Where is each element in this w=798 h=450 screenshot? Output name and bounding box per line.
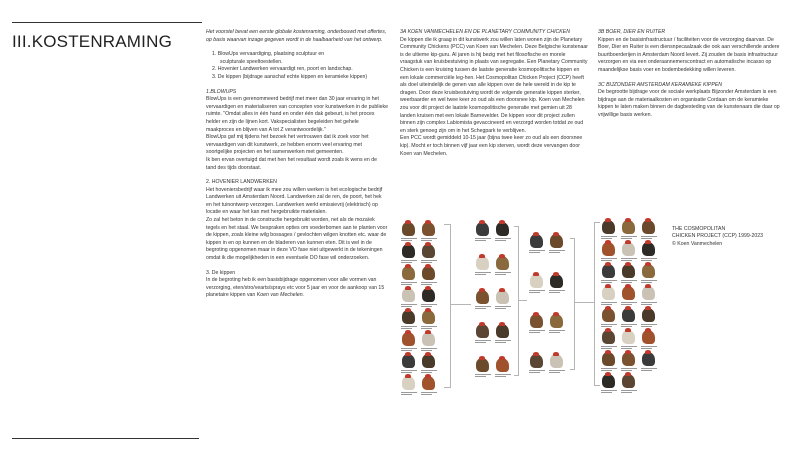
chicken-caption [601, 390, 617, 394]
chicken-portrait [402, 244, 415, 258]
chicken-portrait [642, 220, 655, 234]
credit-line-2: CHICKEN PROJECT (CCP) 1999-2023 [672, 233, 764, 240]
tree-connector-line [570, 238, 575, 239]
chicken-caption [495, 374, 511, 378]
tree-connector-line [450, 224, 451, 388]
chicken-portrait [622, 242, 635, 256]
chicken-caption [475, 306, 491, 310]
chicken-portrait [550, 234, 563, 248]
chicken-caption [475, 238, 491, 242]
chicken-portrait [422, 354, 435, 368]
chicken-portrait [496, 290, 509, 304]
chicken-portrait [402, 310, 415, 324]
chicken-portrait [602, 374, 615, 388]
chicken-caption [529, 330, 545, 334]
chicken-portrait [422, 376, 435, 390]
tree-connector-line [514, 375, 519, 376]
chicken-portrait [642, 242, 655, 256]
chicken-portrait [550, 274, 563, 288]
chicken-caption [475, 272, 491, 276]
chicken-portrait [476, 324, 489, 338]
chicken-portrait [402, 354, 415, 368]
chicken-portrait [530, 234, 543, 248]
tree-connector-line [451, 304, 471, 305]
chicken-portrait [402, 288, 415, 302]
tree-connector-line [444, 224, 451, 225]
chicken-portrait [422, 222, 435, 236]
chicken-portrait [642, 264, 655, 278]
tree-connector-line [514, 226, 519, 227]
keramiek-text: De begrootte bijdrage voor de sociale werkplaats Bijzonder Amsterdam is een bijdrage aan de materiaalkosten en organisatie Cordaan om de keramieke kippen te laten maken binnen de dagbesteding van de kunstenaars die daar op vrijwillige basis werken. [598, 89, 780, 118]
chicken-caption [641, 368, 657, 372]
chicken-portrait [422, 244, 435, 258]
kippen-text-name: Koen van Mechelen. [256, 292, 305, 299]
list-item: 3. De kippen (bijdrage aanschaf echte kippen en keramieke kippen) [212, 73, 368, 80]
chicken-portrait [530, 354, 543, 368]
chicken-caption [621, 390, 637, 394]
kippen-text [206, 277, 388, 300]
bottom-rule [12, 438, 199, 439]
chicken-caption [421, 392, 437, 396]
tree-connector-line [574, 238, 575, 370]
chicken-caption [529, 370, 545, 374]
column-koen-vanmechelen [400, 29, 588, 158]
top-rule [12, 22, 202, 23]
chicken-portrait [422, 332, 435, 346]
chicken-portrait [622, 220, 635, 234]
chicken-portrait [622, 374, 635, 388]
chicken-portrait [602, 220, 615, 234]
chicken-caption [549, 330, 565, 334]
page-title: III.KOSTENRAMING [12, 32, 172, 51]
chicken-portrait [402, 376, 415, 390]
list-item: sculpturale speeltoestellen. [220, 58, 283, 65]
section-heading-blowups: 1.BLOWUPS [206, 88, 237, 95]
chicken-caption [475, 340, 491, 344]
chicken-portrait [476, 358, 489, 372]
tree-connector-line [444, 387, 451, 388]
section-heading-boer: 3B BOER, DIER EN RUITER [598, 29, 666, 35]
chicken-portrait [642, 308, 655, 322]
credit-line-3: © Koen Vanmechelen [672, 240, 723, 247]
chicken-portrait [402, 222, 415, 236]
image-credit [672, 226, 782, 248]
chicken-portrait [530, 274, 543, 288]
chicken-portrait [622, 264, 635, 278]
chicken-caption [475, 374, 491, 378]
chicken-family-tree [398, 216, 668, 396]
kippen-text-body: In de begroting heb ik een basisbijdrage opgenomen voor alle vormen van verzorging, eten/stro/vearts/sprays etc voor 5 jaar en voor de aankoop van 15 planetaire kippen van [206, 277, 385, 299]
chicken-portrait [496, 358, 509, 372]
chicken-caption [495, 272, 511, 276]
blowups-text: BlowUps is een gerenommeerd bedrijf met meer dan 30 jaar ervaring in het vervaardigen en materialiseren van concepten voor kunstwerken in de publieke ruimte. "Omdat alles in één hand en onder één dak gebeurt, is het proces helder en zijn de lijnen kort. Vakspecialisten begeleiden het gehele maakproces en blijven van A tot Z verantwoordelijk." [206, 96, 388, 133]
chicken-portrait [496, 222, 509, 236]
chicken-portrait [530, 314, 543, 328]
pcc-text: De kippen die ik graag in dit kunstwerk zou willen laten wonen zijn de Planetary Community Chickens (PCC) van Koen van Mechelen. Deze Belgische kunstenaar is de ultieme kip-guru. Al jaren is hij bezig met het filosofische en morele vraagstuk van kruisbestuiving in plaats van segregatie. Een Planetary Community Chicken is een kruising tussen de laatste generatie kosmopolitische kippen en een lokale commerciële leg-hen. Het Cosmopolitan Chicken Project (CCP) heeft als doel uiteindelijk de genen van alle kippen over de hele wereld in de kip te dragen. Door deze kruisbestuiving wordt de volgende generatie kippen sterker, weerbaarder en wel twee keer zo oud als een doorsnee kip. Koen van Mechelen zou voor dit project de laatste kosmopolitische generatie met gemien uit 28 landen kruisen met een lokale Barnevelder. De kippen voor dit project zullen binnen zijn complex Labiomista gevaccineerd en verzorgd worden totdat ze oud en sterk genoeg zijn om in het Schegpark te verblijven. [400, 36, 588, 134]
tree-connector-line [519, 300, 527, 301]
chicken-portrait [402, 332, 415, 346]
chicken-portrait [602, 242, 615, 256]
tree-connector-line [570, 369, 575, 370]
column-boer-keramiek [598, 29, 783, 120]
chicken-caption [401, 392, 417, 396]
chicken-caption [495, 238, 511, 242]
chicken-portrait [550, 314, 563, 328]
chicken-portrait [496, 324, 509, 338]
column-costs-overview [206, 29, 388, 300]
chicken-portrait [476, 290, 489, 304]
chicken-caption [549, 290, 565, 294]
chicken-portrait [622, 352, 635, 366]
section-heading-pcc: 3A KOEN VANMECHELEN EN DE PLANETARY COMMUNITY CHICKEN [400, 29, 570, 35]
section-heading-landwerken: 2. HOVENIER LANDWERKEN [206, 179, 277, 186]
chicken-portrait [550, 354, 563, 368]
chicken-portrait [476, 222, 489, 236]
cost-list [206, 51, 388, 81]
chicken-portrait [622, 330, 635, 344]
chicken-portrait [602, 352, 615, 366]
tree-connector-line [518, 226, 519, 376]
section-heading-kippen: 3. De kippen [206, 269, 236, 276]
chicken-portrait [622, 286, 635, 300]
section-heading-keramiek: 3C BIJZONDER AMSTERDAM KERAMIEKE KIPPEN [598, 81, 723, 88]
intro-text: Het voorstel bevat een eerste globale kostenraming, onderbouwd met offertes, op basis waarvan inzage gegeven wordt in de haalbaarheid van het ontwerp. [206, 29, 387, 43]
chicken-portrait [642, 352, 655, 366]
chicken-portrait [496, 256, 509, 270]
list-item: 2. Hovenier Landwerken vervaardigt ren, poort en landschap. [212, 66, 353, 73]
chicken-portrait [642, 286, 655, 300]
chicken-caption [529, 290, 545, 294]
chicken-caption [549, 250, 565, 254]
credit-line-1: THE COSMOPOLITAN [672, 226, 726, 232]
chicken-caption [549, 370, 565, 374]
chicken-portrait [422, 288, 435, 302]
boer-text: Kippen en de basisinfrastructuur / faciliteiten voor de verzorging daarvan. De Boer, Dier en Ruiter is een diensnpecaalzaak die ook aan verschillende andere buurtboerderijen in Amsterdam Noord levert. Zij zouden de basis infrastructuur verzorgen en via een onderaannemerscontract en automatische incasso op maandelijkse basis voer en bodembedekking willen leveren. [598, 36, 780, 73]
tree-connector-line [594, 222, 595, 386]
tree-connector-line [594, 385, 600, 386]
chicken-caption [529, 250, 545, 254]
chicken-portrait [402, 266, 415, 280]
blowups-text-3: Ik ben ervan overtuigd dat met hen het resultaat wordt zoals ik wens en de tand des tijds doorstaat. [206, 156, 377, 171]
pcc-text-2: Een PCC wordt gemiddeld 10-15 jaar (bijna twee keer zo oud als een doorsnee kip). Mocht er toch binnen vijf jaar een kip sterven, wordt deze vervangen door Koen van Mechelen. [400, 135, 583, 157]
chicken-portrait [602, 264, 615, 278]
chicken-portrait [422, 266, 435, 280]
landwerken-text-2: Zo zal het beton in de constructie hergebruikt worden, net als de mozaïek tegels en het staal. We bespraken opties om voederbomen aan te planten voor de kippen, zoals kleine wilg bossages / gevlochten wilgen knotten etc. waar de kippen in en op kunnen en de bladeren van kunnen eten. Dit is wel in de begroting opgenomen maar in deze VO fase niet uitgewerkt in de tekeningen omdat ik die mogelijkheden in een eventuele DO fase wil onderzoeken. [206, 217, 388, 262]
tree-connector-line [575, 302, 594, 303]
blowups-text-2: BlowUps gaf mij tijdens het bezoek het vertrouwen dat ik zoek voor het vervaardigen van dit kunstwerk, ze hebben enorm veel ervaring met soortgelijke projecten en het samenwerken met gemeenten. [206, 134, 369, 156]
chicken-portrait [602, 330, 615, 344]
chicken-caption [495, 306, 511, 310]
chicken-portrait [476, 256, 489, 270]
chicken-portrait [602, 286, 615, 300]
chicken-portrait [642, 330, 655, 344]
tree-connector-line [594, 222, 600, 223]
chicken-portrait [622, 308, 635, 322]
landwerken-text: Het hoveniersbedrijf waar ik mee zou willen werken is het ecologische bedrijf Landwerken uit Amsterdam Noord. Landwerken zal de ren, de poort, het hek en het tuinontwerp verzorgen. Landwerken werkt emissievrij (elektrisch) op locatie en waar het kan met hergebruikte materialen. [206, 186, 383, 216]
list-item: 1. BlowUps vervaardiging, plaatsing sculptuur en [212, 51, 325, 58]
chicken-caption [495, 340, 511, 344]
chicken-portrait [422, 310, 435, 324]
chicken-portrait [602, 308, 615, 322]
